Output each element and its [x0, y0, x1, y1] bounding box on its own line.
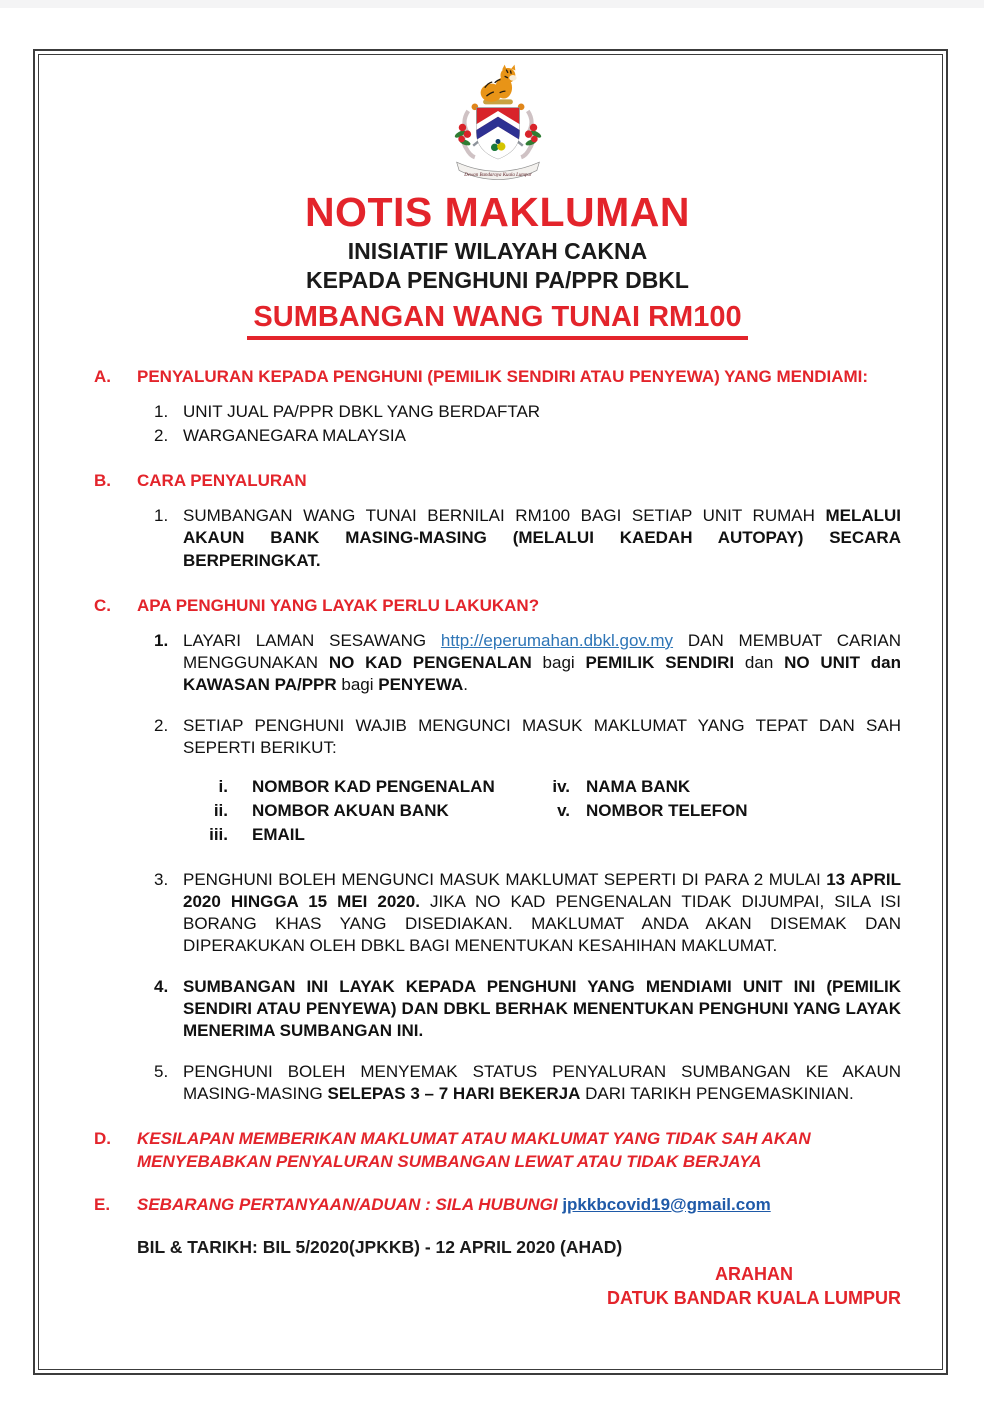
section-b-heading: CARA PENYALURAN — [137, 471, 307, 491]
list-item: 3. PENGHUNI BOLEH MENGUNCI MASUK MAKLUMAT SEPERTI DI PARA 2 MULAI 13 APRIL 2020 HINGGA 15 MEI 2020. JIKA NO KAD PENGENALAN TIDAK DIJUMPAI, SILA ISI BORANG KHAS YANG DISEDIAKAN. MAKLUMAT ANDA AKAN DISEMAK DAN DIPERAKUKAN OLEH DBKL BAGI MENENTUKAN KESAHIHAN MAKLUMAT. — [154, 869, 901, 957]
section-b-letter: B. — [94, 471, 111, 491]
top-strip — [0, 0, 984, 8]
eperumahan-link[interactable]: http://eperumahan.dbkl.gov.my — [440, 630, 674, 650]
section-a — [94, 366, 901, 449]
crest-banner-text: Dewan Bandaraya Kuala Lumpur — [463, 172, 532, 178]
section-d-heading: KESILAPAN MEMBERIKAN MAKLUMAT ATAU MAKLUMAT YANG TIDAK SAH AKAN MENYEBABKAN PENYALURAN SUMBANGAN LEWAT ATAU TIDAK BERJAYA — [137, 1129, 811, 1171]
section-c-heading: APA PENGHUNI YANG LAYAK PERLU LAKUKAN? — [137, 595, 540, 615]
paragraph: SUMBANGAN WANG TUNAI BERNILAI RM100 BAGI SETIAP UNIT RUMAH MELALUI AKAUN BANK MASING-MASING (MELALUI KAEDAH AUTOPAY) SECARA BERPERINGKAT. — [183, 506, 901, 570]
dbkl-crest-icon — [434, 63, 562, 187]
section-b — [94, 470, 901, 573]
subtitle-recipients: KEPADA PENGHUNI PA/PPR DBKL — [306, 267, 689, 293]
tiger-icon — [480, 65, 516, 105]
required-info-list: i. NOMBOR KAD PENGENALAN iv. NAMA BANK ii. NOMBOR AKUAN BANK v. NOMBOR TELEFON iii. EMAIL — [209, 777, 748, 845]
paragraph: SUMBANGAN INI LAYAK KEPADA PENGHUNI YANG MENDIAMI UNIT INI (PEMILIK SENDIRI ATAU PENYEWA) DAN DBKL BERHAK MENENTUKAN PENGHUNI YANG LAYAK MENERIMA SUMBANGAN INI. — [183, 976, 901, 1041]
contact-email-link[interactable]: jpkkbcovid19@gmail.com — [562, 1194, 771, 1214]
section-e-letter: E. — [94, 1194, 111, 1214]
list-item: 5. PENGHUNI BOLEH MENYEMAK STATUS PENYALURAN SUMBANGAN KE AKAUN MASING-MASING SELEPAS 3 – 7 HARI BEKERJA DARI TARIKH PENGEMASKINIAN. — [154, 1061, 901, 1105]
subtitle-initiative: INISIATIF WILAYAH CAKNA — [347, 238, 648, 264]
section-c — [94, 595, 901, 1108]
page-title: NOTIS MAKLUMAN — [304, 189, 691, 235]
paragraph: PENGHUNI BOLEH MENGUNCI MASUK MAKLUMAT SEPERTI DI PARA 2 MULAI 13 APRIL 2020 HINGGA 15 MEI 2020. JIKA NO KAD PENGENALAN TIDAK DIJUMPAI, SILA ISI BORANG KHAS YANG DISEDIAKAN. MAKLUMAT ANDA AKAN DISEMAK DAN DIPERAKUKAN OLEH DBKL BAGI MENENTUKAN KESAHIHAN MAKLUMAT. — [183, 869, 901, 955]
list-item: 2. SETIAP PENGHUNI WAJIB MENGUNCI MASUK MAKLUMAT YANG TEPAT DAN SAH SEPERTI BERIKUT: i. NOMBOR KAD PENGENALAN iv. NAMA BANK ii. NOMBOR AKUAN BANK v. NOMBOR TELEFON iii. EMAIL — [154, 715, 901, 850]
subtitle-contribution: SUMBANGAN WANG TUNAI RM100 — [247, 301, 747, 340]
flower-right — [524, 124, 541, 147]
list-item: 4. SUMBANGAN INI LAYAK KEPADA PENGHUNI YANG MENDIAMI UNIT INI (PEMILIK SENDIRI ATAU PENYEWA) DAN DBKL BERHAK MENENTUKAN PENGHUNI YANG LAYAK MENERIMA SUMBANGAN INI. — [154, 976, 901, 1042]
footer — [94, 1237, 901, 1311]
section-d-letter: D. — [94, 1129, 111, 1149]
paragraph: SETIAP PENGHUNI WAJIB MENGUNCI MASUK MAKLUMAT YANG TEPAT DAN SAH SEPERTI BERIKUT: i. NOMBOR KAD PENGENALAN iv. NAMA BANK ii. NOMBOR AKUAN BANK v. NOMBOR TELEFON iii. EMAIL — [183, 715, 901, 850]
section-d — [94, 1128, 901, 1172]
section-a-letter: A. — [94, 367, 111, 386]
section-c-letter: C. — [94, 595, 111, 615]
bil-tarikh-line: BIL & TARIKH: BIL 5/2020(JPKKB) - 12 APRIL 2020 (AHAD) — [137, 1236, 623, 1257]
flower-left — [453, 124, 470, 147]
paragraph: PENGHUNI BOLEH MENYEMAK STATUS PENYALURAN SUMBANGAN KE AKAUN MASING-MASING SELEPAS 3 – 7 HARI BEKERJA DARI TARIKH PENGEMASKINIAN. — [183, 1062, 901, 1104]
list-item: 1. SUMBANGAN WANG TUNAI BERNILAI RM100 BAGI SETIAP UNIT RUMAH MELALUI AKAUN BANK MASING-MASING (MELALUI KAEDAH AUTOPAY) SECARA BERPERINGKAT. — [154, 505, 901, 571]
section-a-heading: PENYALURAN KEPADA PENGHUNI (PEMILIK SENDIRI ATAU PENYEWA) YANG MENDIAMI: — [137, 367, 869, 386]
list-item: 2. WARGANEGARA MALAYSIA — [154, 426, 406, 446]
arahan-signoff: ARAHAN DATUK BANDAR KUALA LUMPUR — [607, 1263, 901, 1309]
section-e-heading: SEBARANG PERTANYAAN/ADUAN : SILA HUBUNGI jpkkbcovid19@gmail.com — [137, 1194, 771, 1214]
paragraph: LAYARI LAMAN SESAWANG http://eperumahan.dbkl.gov.my DAN MEMBUAT CARIAN MENGGUNAKAN NO KAD PENGENALAN bagi PEMILIK SENDIRI dan NO UNIT dan KAWASAN PA/PPR bagi PENYEWA. — [183, 630, 902, 694]
list-item: 1. LAYARI LAMAN SESAWANG http://eperumahan.dbkl.gov.my DAN MEMBUAT CARIAN MENGGUNAKAN NO KAD PENGENALAN bagi PEMILIK SENDIRI dan NO UNIT dan KAWASAN PA/PPR bagi PENYEWA. — [154, 630, 901, 696]
section-e — [94, 1194, 901, 1216]
list-item: 1. UNIT JUAL PA/PPR DBKL YANG BERDAFTAR — [154, 402, 541, 422]
document-frame — [33, 49, 948, 1375]
